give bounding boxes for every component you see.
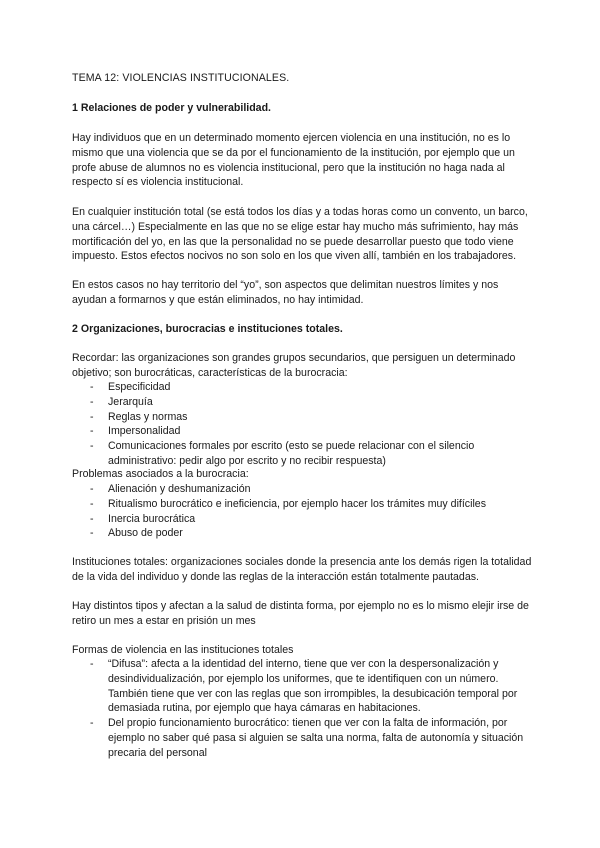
list-item: - Reglas y normas [72, 410, 534, 425]
list-item: - Especificidad [72, 380, 534, 395]
list-item: - “Difusa”: afecta a la identidad del interno, tiene que ver con la despersonalización y desindividualización, por ejemplo los uniformes, que te identifiquen con un número. También tiene que ver con las reglas que son irrompibles, la desubicación temporal por demasiada rutina, por ejemplo que haya cámaras en habitaciones. [72, 657, 534, 716]
characteristics-list [72, 380, 534, 469]
total-institutions-paragraph: Instituciones totales: organizaciones sociales donde la presencia ante los demás rigen la totalidad de la vida del individuo y donde las reglas de la interacción están totalmente pautadas. [72, 556, 532, 583]
section-1-paragraph-1: Hay individuos que en un determinado momento ejercen violencia en una institución, no es lo mismo que una violencia que se da por el funcionamiento de la institución, por ejemplo que un profe abuse de alumnos no es violencia institucional, pero que la institución no haga nada al respecto sí es violencia institucional. [72, 132, 515, 189]
violence-forms-label: Formas de violencia en las instituciones totales [72, 644, 294, 656]
list-item: - Inercia burocrática [72, 512, 534, 527]
problems-label: Problemas asociados a la burocracia: [72, 468, 249, 480]
section-1-paragraph-2: En cualquier institución total (se está todos los días y a todas horas como un convento, un barco, una cárcel…) Especialmente en las que no se elige estar hay mucho más sufrimiento, hay más mortificación del yo, en las que la personalidad no se puede desarrollar puesto que todo viene impuesto. Estos efectos nocivos no son solo en los que viven allí, también en los trabajadores. [72, 206, 528, 263]
bureaucracy-intro: Recordar: las organizaciones son grandes grupos secundarios, que persiguen un determinado objetivo; son burocráticas, características de la burocracia: [72, 352, 516, 379]
total-institutions-note: Hay distintos tipos y afectan a la salud de distinta forma, por ejemplo no es lo mismo elejir irse de retiro un mes a estar en prisión un mes [72, 600, 529, 627]
problems-list [72, 482, 534, 541]
section-1-paragraph-3: En estos casos no hay territorio del “yo”, son aspectos que delimitan nuestros límites y nos ayudan a formarnos y que están eliminados, no hay intimidad. [72, 279, 499, 306]
violence-forms-list [72, 657, 534, 761]
list-item: - Comunicaciones formales por escrito (esto se puede relacionar con el silencio administrativo: pedir algo por escrito y no recibir respuesta) [72, 439, 534, 469]
list-item: - Jerarquía [72, 395, 534, 410]
list-item: - Ritualismo burocrático e ineficiencia, por ejemplo hacer los trámites muy difíciles [72, 497, 534, 512]
list-item: - Impersonalidad [72, 424, 534, 439]
section-2-heading: 2 Organizaciones, burocracias e instituciones totales. [72, 323, 343, 335]
page-title: TEMA 12: VIOLENCIAS INSTITUCIONALES. [72, 72, 290, 84]
list-item: - Alienación y deshumanización [72, 482, 534, 497]
list-item: - Abuso de poder [72, 526, 534, 541]
list-item: - Del propio funcionamiento burocrático: tienen que ver con la falta de información, por ejemplo no saber qué pasa si alguien se salta una norma, falta de autonomía y situación precaria del personal [72, 716, 534, 760]
section-1-heading: 1 Relaciones de poder y vulnerabilidad. [72, 102, 271, 114]
